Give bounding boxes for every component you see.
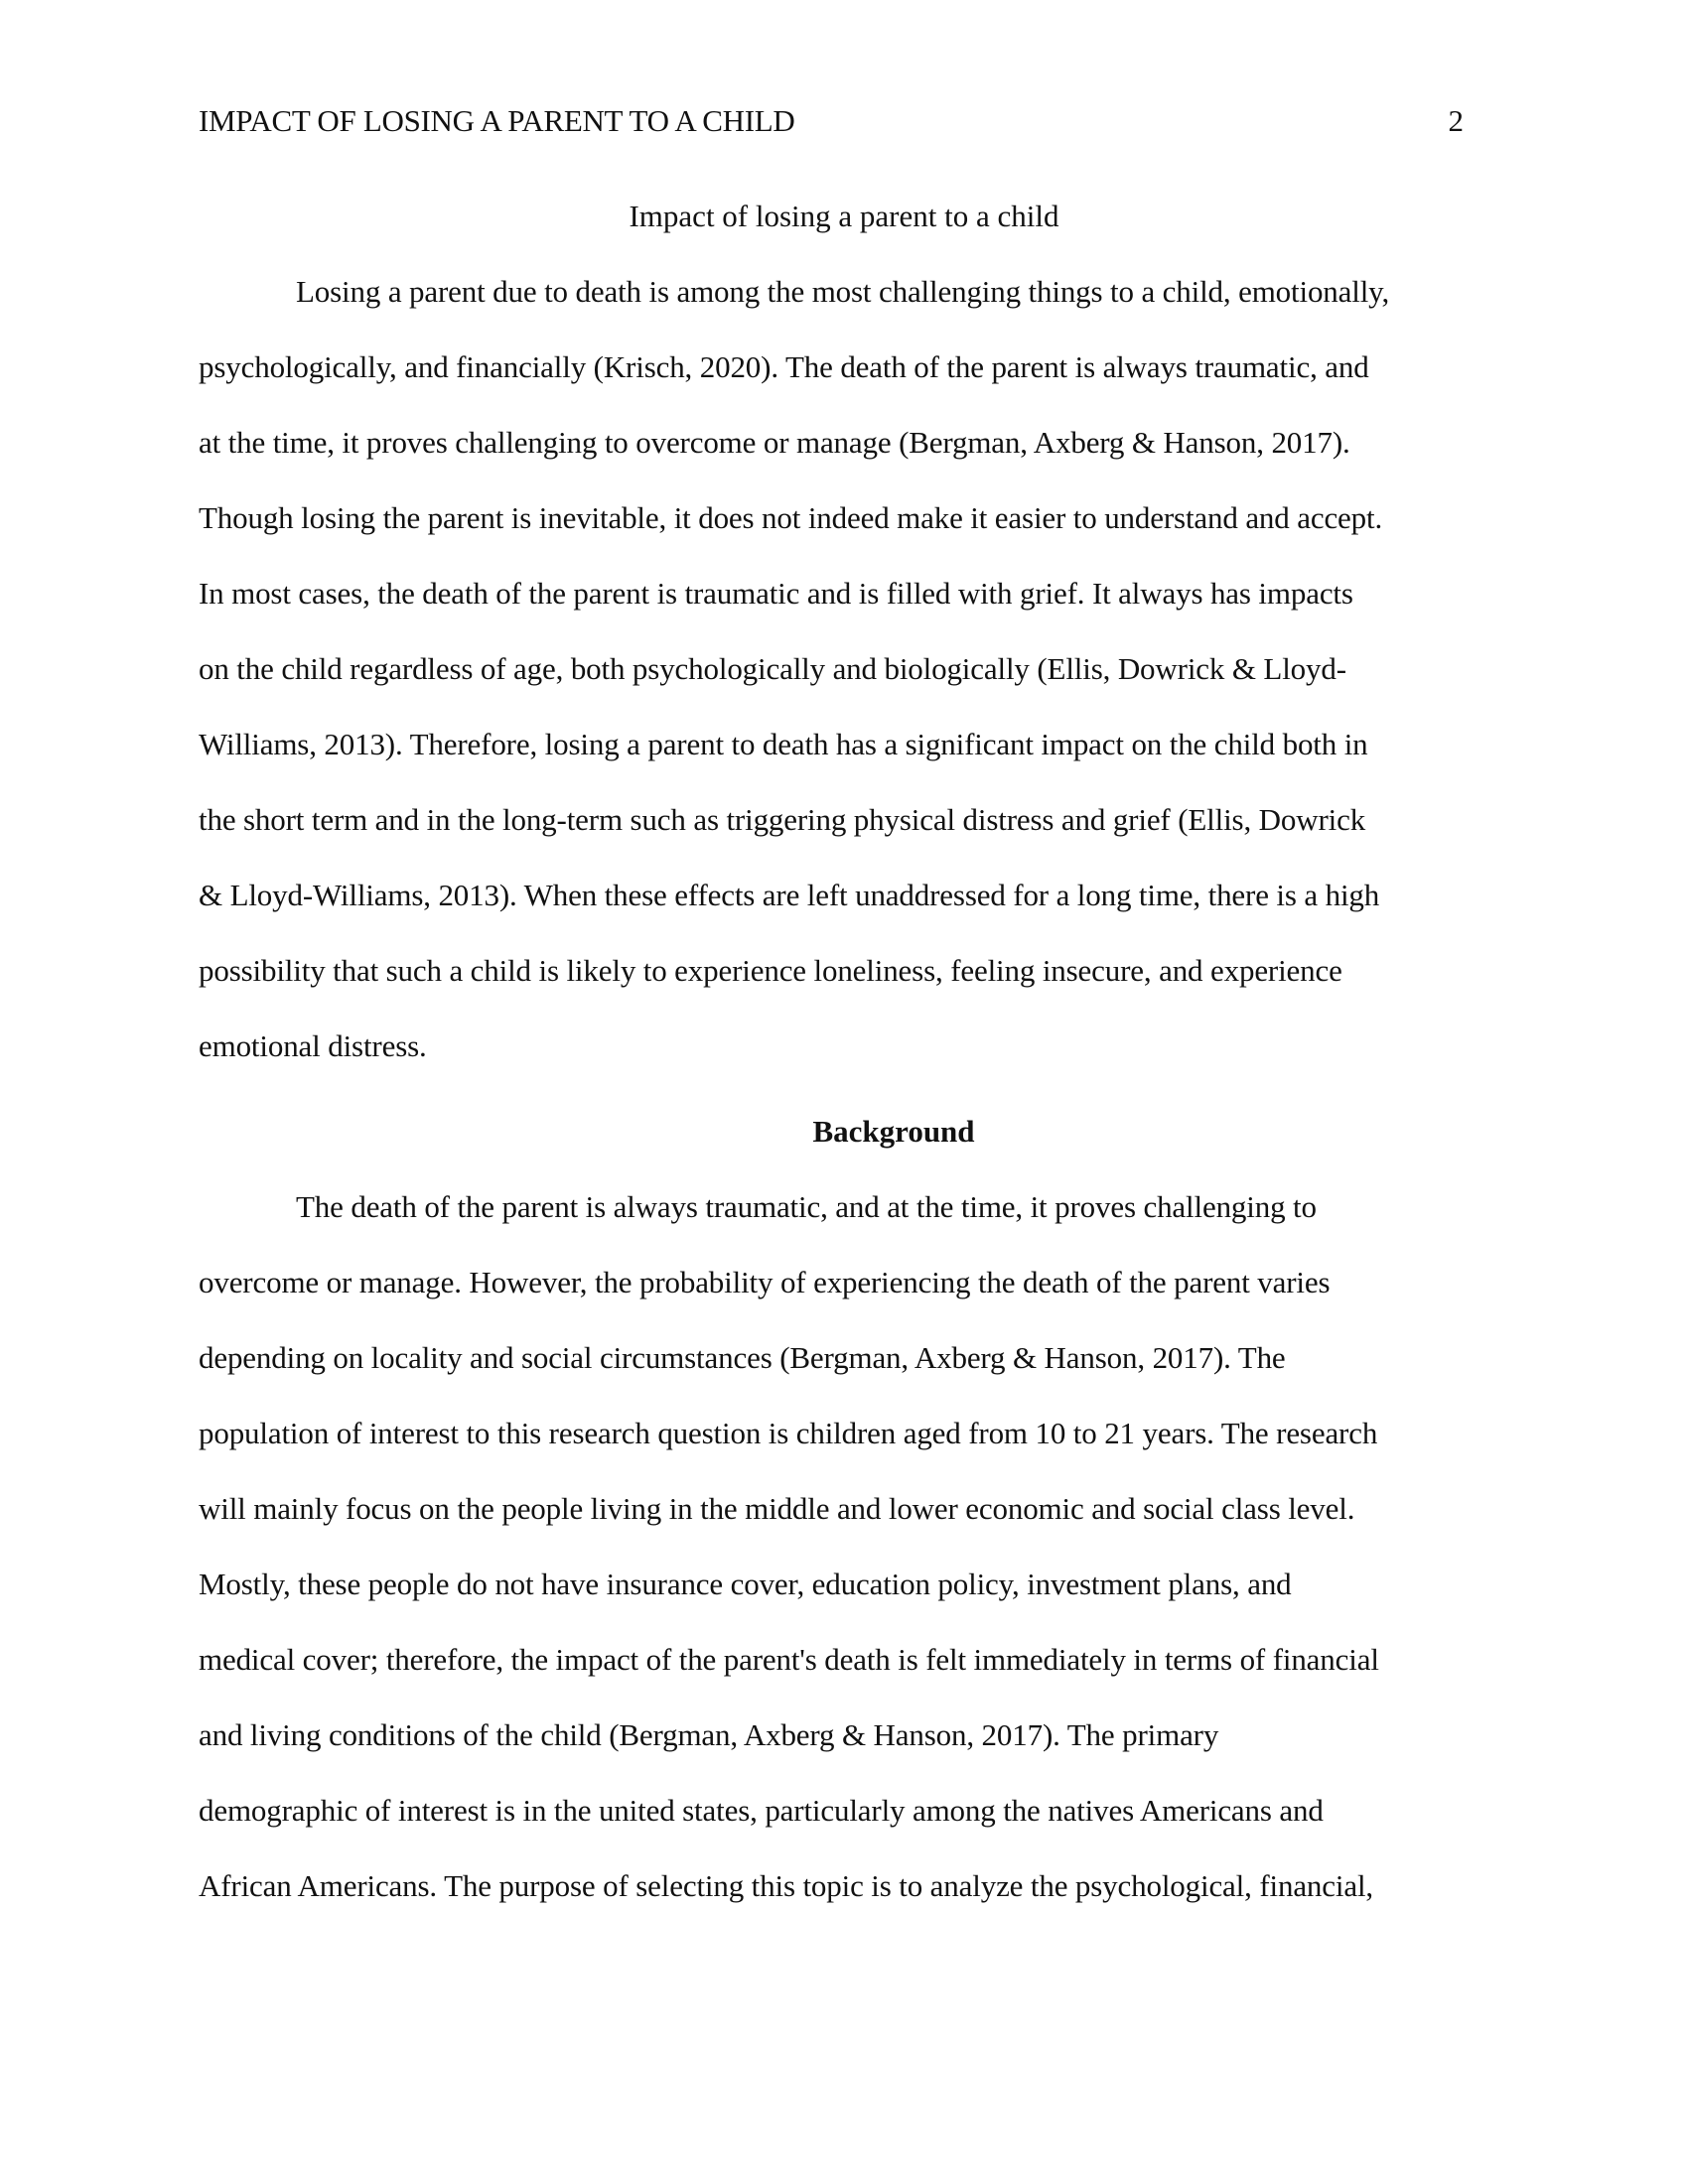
paragraph-line: Mostly, these people do not have insurance cover, education policy, investment plans, and [199, 1567, 1292, 1601]
paragraph-line: The death of the parent is always traumatic, and at the time, it proves challenging to [296, 1189, 1317, 1224]
paragraph-line: on the child regardless of age, both psychologically and biologically (Ellis, Dowrick & Lloyd- [199, 651, 1346, 686]
paragraph-line: population of interest to this research question is children aged from 10 to 21 years. The research [199, 1416, 1378, 1450]
paragraph-line: and living conditions of the child (Bergman, Axberg & Hanson, 2017). The primary [199, 1717, 1219, 1752]
paragraph-line: In most cases, the death of the parent is traumatic and is filled with grief. It always has impacts [199, 576, 1353, 611]
running-head: IMPACT OF LOSING A PARENT TO A CHILD [199, 103, 795, 138]
page-number: 2 [1448, 103, 1464, 138]
section-heading-background: Background [812, 1114, 975, 1149]
paragraph-line: Losing a parent due to death is among the most challenging things to a child, emotionally, [296, 274, 1390, 309]
paragraph-line: depending on locality and social circumstances (Bergman, Axberg & Hanson, 2017). The [199, 1340, 1286, 1375]
paragraph-line: Williams, 2013). Therefore, losing a parent to death has a significant impact on the child both in [199, 727, 1368, 761]
paragraph-line: African Americans. The purpose of selecting this topic is to analyze the psychological, financial, [199, 1868, 1374, 1903]
document-title: Impact of losing a parent to a child [629, 199, 1059, 233]
paragraph-line: medical cover; therefore, the impact of the parent's death is felt immediately in terms of financial [199, 1642, 1379, 1677]
paragraph-line: Though losing the parent is inevitable, it does not indeed make it easier to understand and accept. [199, 500, 1383, 535]
paragraph-line: at the time, it proves challenging to overcome or manage (Bergman, Axberg & Hanson, 2017). [199, 425, 1350, 460]
paragraph-line: the short term and in the long-term such as triggering physical distress and grief (Ellis, Dowrick [199, 802, 1366, 837]
paragraph-line: emotional distress. [199, 1028, 427, 1063]
paragraph-line: psychologically, and financially (Krisch, 2020). The death of the parent is always traumatic, and [199, 349, 1369, 384]
paragraph-line: possibility that such a child is likely to experience loneliness, feeling insecure, and experience [199, 953, 1342, 988]
paragraph-line: demographic of interest is in the united states, particularly among the natives Americans and [199, 1793, 1324, 1828]
paragraph-line: overcome or manage. However, the probability of experiencing the death of the parent varies [199, 1265, 1331, 1299]
paragraph-line: & Lloyd-Williams, 2013). When these effects are left unaddressed for a long time, there is a high [199, 878, 1380, 912]
paragraph-line: will mainly focus on the people living in the middle and lower economic and social class level. [199, 1491, 1355, 1526]
